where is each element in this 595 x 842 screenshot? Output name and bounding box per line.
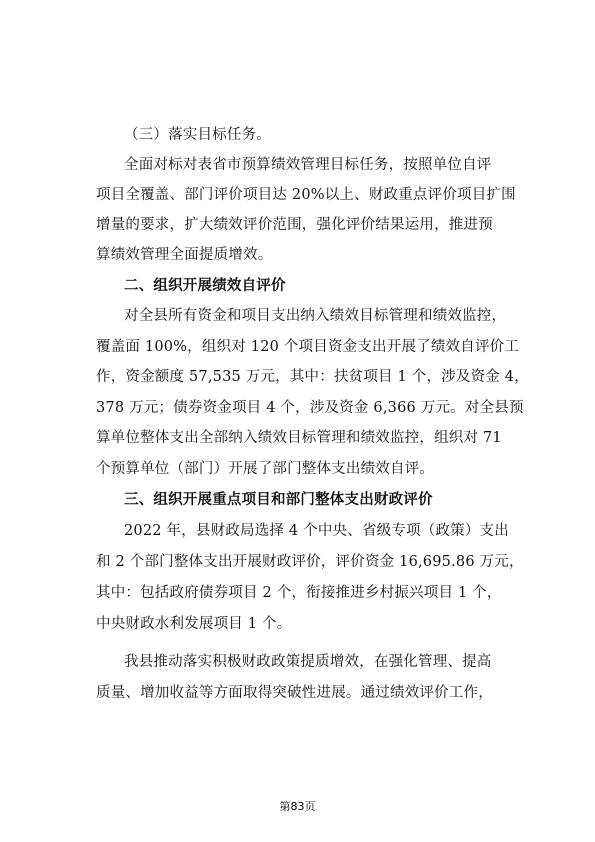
section-heading: 二、组织开展绩效自评价 xyxy=(124,278,286,294)
paragraph-line: 中央财政水利发展项目 1 个。 xyxy=(96,616,292,632)
paragraph-line: 其中：包括政府债券项目 2 个，衔接推进乡村振兴项目 1 个， xyxy=(96,585,502,601)
paragraph-line: 378 万元；债券资金项目 4 个，涉及资金 6,366 万元。对全县预 xyxy=(96,400,524,416)
paragraph-line: 作，资金额度 57,535 万元，其中：扶贫项目 1 个，涉及资金 4， xyxy=(96,369,529,385)
section-heading: 三、组织开展重点项目和部门整体支出财政评价 xyxy=(124,492,433,508)
subsection-heading: （三）落实目标任务。 xyxy=(124,127,271,143)
paragraph-line: 对全县所有资金和项目支出纳入绩效目标管理和绩效监控， xyxy=(124,308,507,324)
paragraph-line: 2022 年，县财政局选择 4 个中央、省级专项（政策）支出 xyxy=(124,523,509,539)
paragraph-line: 算单位整体支出全部纳入绩效目标管理和绩效监控，组织对 71 xyxy=(96,430,502,446)
paragraph-line: 我县推动落实积极财政政策提质增效，在强化管理、提高 xyxy=(124,654,492,670)
paragraph-line: 质量、增加收益等方面取得突破性进展。通过绩效评价工作， xyxy=(96,685,493,701)
paragraph-line: 全面对标对表省市预算绩效管理目标任务，按照单位自评 xyxy=(124,157,492,173)
paragraph-line: 增量的要求，扩大绩效评价范围，强化评价结果运用，推进预 xyxy=(96,217,493,233)
paragraph-line: 算绩效管理全面提质增效。 xyxy=(96,247,273,263)
paragraph-line: 覆盖面 100%，组织对 120 个项目资金支出开展了绩效自评价工 xyxy=(96,339,520,355)
paragraph-line: 和 2 个部门整体支出开展财政评价，评价资金 16,695.86 万元， xyxy=(96,554,524,570)
paragraph-line: 项目全覆盖、部门评价项目达 20%以上、财政重点评价项目扩围 xyxy=(96,187,516,203)
page-number: 第83页 xyxy=(279,800,316,813)
paragraph-line: 个预算单位（部门）开展了部门整体支出绩效自评。 xyxy=(96,461,435,477)
